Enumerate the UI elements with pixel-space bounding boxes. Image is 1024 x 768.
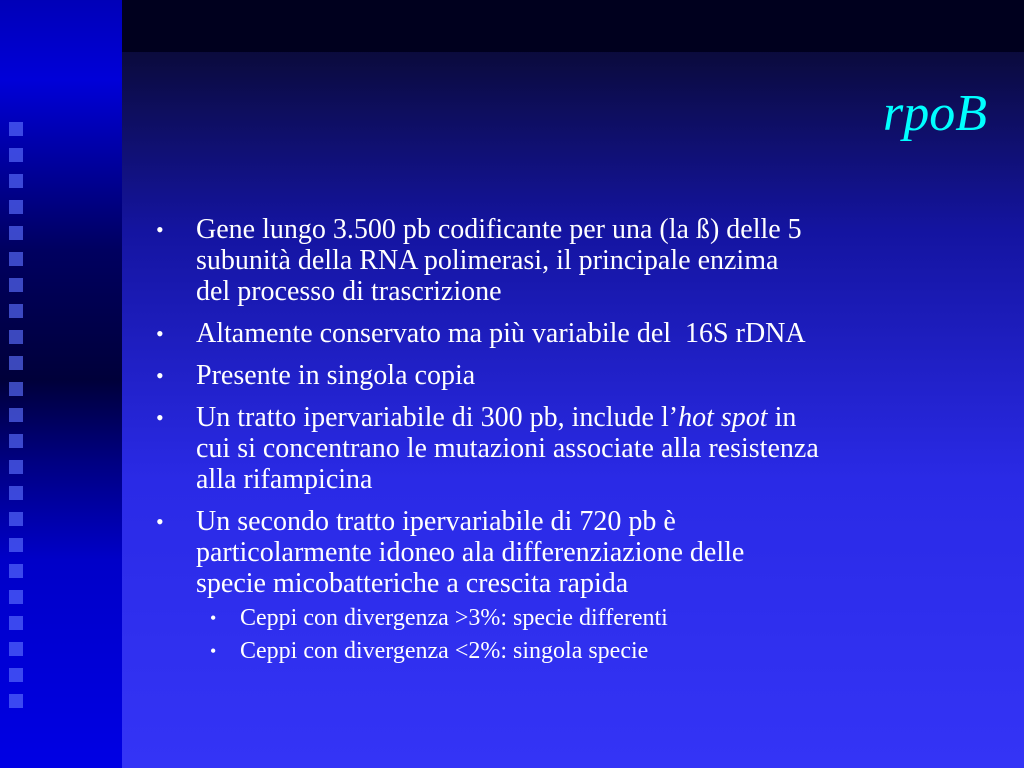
decorative-square: [9, 304, 23, 318]
hot-spot-italic-text: hot spot: [678, 402, 768, 433]
bullet-glyph: •: [156, 217, 164, 242]
bullet-text-segment: Un tratto ipervariabile di 300 pb, include l’: [196, 402, 679, 433]
slide-content: [150, 214, 970, 678]
bullet-text-line: cui si concentrano le mutazioni associate alla resistenza: [196, 433, 819, 464]
bullet-list: [150, 214, 970, 667]
bullet-text-line: [196, 402, 970, 433]
bullet-text-segment: in: [767, 402, 797, 433]
decorative-square: [9, 252, 23, 266]
decorative-square: [9, 564, 23, 578]
bullet-text-line: del processo di trascrizione: [196, 276, 502, 307]
decorative-square: [9, 174, 23, 188]
decorative-square: [9, 668, 23, 682]
sub-bullet-item: [196, 603, 970, 634]
bullet-text-line: Un secondo tratto ipervariabile di 720 pb è: [196, 506, 676, 537]
bullet-text-line: specie micobatteriche a crescita rapida: [196, 568, 629, 599]
decorative-square: [9, 590, 23, 604]
decorative-square: [9, 148, 23, 162]
bullet-text-line: Altamente conservato ma più variabile del 16S rDNA: [196, 318, 806, 349]
sub-bullet-glyph: •: [210, 641, 217, 661]
bullet-item: [150, 318, 970, 349]
decorative-square: [9, 122, 23, 136]
decorative-square: [9, 434, 23, 448]
bullet-item: [150, 402, 970, 495]
decorative-square: [9, 330, 23, 344]
decorative-square: [9, 278, 23, 292]
bullet-item: [150, 214, 970, 307]
sub-bullet-text: Ceppi con divergenza >3%: specie differenti: [240, 605, 668, 631]
top-band: [122, 0, 1024, 52]
decorative-square: [9, 408, 23, 422]
bullet-text-line: alla rifampicina: [196, 464, 373, 495]
decorative-square: [9, 382, 23, 396]
decorative-square: [9, 460, 23, 474]
sub-bullet-glyph: •: [210, 608, 217, 628]
bullet-glyph: •: [156, 321, 164, 346]
bullet-glyph: •: [156, 405, 164, 430]
bullet-item: [150, 360, 970, 391]
sub-bullet-text: Ceppi con divergenza <2%: singola specie: [240, 638, 649, 664]
decorative-square: [9, 200, 23, 214]
bullet-glyph: •: [156, 363, 164, 388]
bullet-text-line: particolarmente idoneo ala differenziazione delle: [196, 537, 745, 568]
decorative-square: [9, 694, 23, 708]
decorative-square: [9, 512, 23, 526]
bullet-text-line: Presente in singola copia: [196, 360, 476, 391]
decorative-square: [9, 642, 23, 656]
decorative-square: [9, 538, 23, 552]
bullet-text-line: Gene lungo 3.500 pb codificante per una (la ß) delle 5: [196, 214, 802, 245]
bullet-text-line: subunità della RNA polimerasi, il principale enzima: [196, 245, 779, 276]
decorative-square: [9, 616, 23, 630]
sub-bullet-item: [196, 636, 970, 667]
slide-title: rpoB: [883, 85, 987, 142]
decorative-square: [9, 356, 23, 370]
left-decorative-strip: [0, 0, 122, 768]
sub-bullet-list: [196, 603, 970, 667]
decorative-square: [9, 486, 23, 500]
bullet-glyph: •: [156, 509, 164, 534]
decorative-square: [9, 226, 23, 240]
bullet-item: [150, 506, 970, 667]
